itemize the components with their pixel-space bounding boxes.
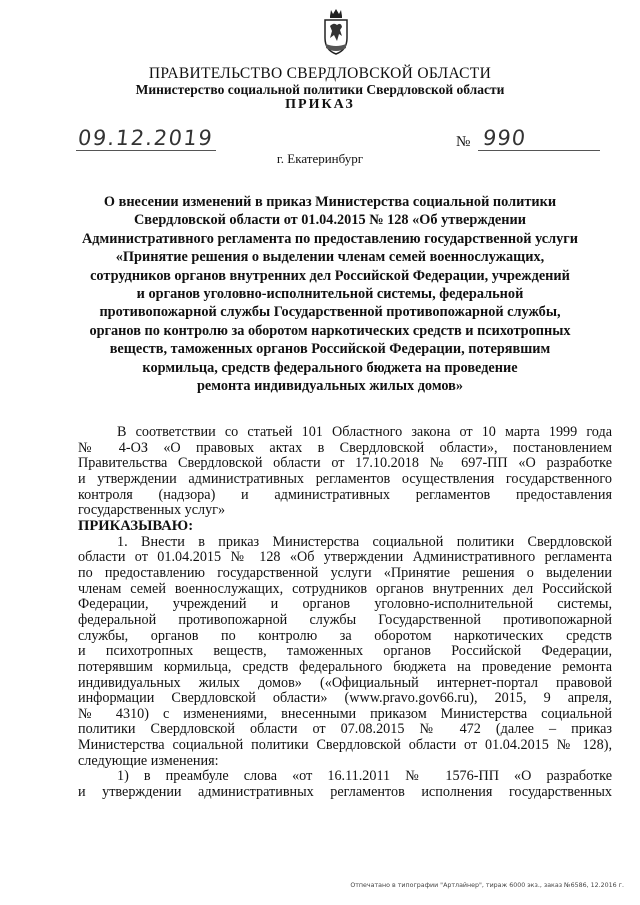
- body-line: государственных услуг»: [78, 502, 226, 519]
- body-line: № 4-ОЗ «О правовых актах в Свердловской области», постановлением: [78, 439, 612, 456]
- city-line: г. Екатеринбург: [276, 151, 364, 166]
- order-heading: ПРИКАЗЫВАЮ:: [78, 517, 194, 534]
- title-line: О внесении изменений в приказ Министерства социальной политики: [103, 194, 557, 210]
- body-line: политики Свердловской области от 07.08.2015 № 472 (далее – приказ: [78, 721, 612, 738]
- number-sign: №: [456, 134, 471, 150]
- print-note: Отпечатано в типографии "Артлайнер", тираж 6000 экз., заказ №6586, 12.2016 г.: [350, 882, 624, 889]
- title-line: органов по контролю за оборотом наркотических средств и психотропных: [89, 322, 571, 339]
- body-line: и утверждении административных регламентов исполнения государственных: [78, 784, 612, 801]
- ministry-heading: Министерство социальной политики Свердловской области: [135, 82, 505, 97]
- title-line: веществ, таможенных органов Российской Федерации, потерявшим: [109, 341, 551, 358]
- body-line: и психотропных веществ, таможенных органов Российской Федерации,: [78, 643, 612, 660]
- body-line: службы, органов по контролю за оборотом наркотических средств: [78, 627, 612, 644]
- body-line: Федерации, учреждений и органов уголовно-исполнительной системы,: [78, 596, 612, 613]
- body-line: индивидуальных жилых домов» («Официальный интернет-портал правовой: [78, 674, 612, 691]
- body-line: и утверждении административных регламентов осуществления государственного: [78, 470, 612, 487]
- body-line: по предоставлению государственной услуги «Принятие решения о выделении: [78, 564, 612, 581]
- handwritten-date: 09.12.2019: [76, 126, 215, 150]
- title-line: «Принятие решения о выделении членам семей военнослужащих,: [115, 249, 545, 266]
- body-line: следующие изменения:: [78, 752, 219, 769]
- body-line: контроля (надзора) и административных регламентов предоставления: [78, 486, 612, 503]
- body-line: № 4310) с изменениями, внесенными приказом Министерства социальной: [78, 705, 612, 722]
- title-line: сотрудников органов внутренних дел Российской Федерации, учреждений: [90, 267, 570, 284]
- title-line: Административного регламента по предоставлению государственной услуги: [81, 230, 579, 247]
- body-line: Правительства Свердловской области от 17.10.2018 № 697-ПП «О разработке: [78, 455, 612, 472]
- body-line: 1) в преамбуле слова «от 16.11.2011 № 1576-ПП «О разработке: [117, 768, 612, 785]
- body-line: федеральной противопожарной службы Государственной противопожарной: [78, 611, 612, 628]
- body-line: потерявшим кормильца, средств федерального бюджета на проведение ремонта: [78, 658, 612, 675]
- body-line: информации Свердловской области» (www.pravo.gov66.ru), 2015, 9 апреля,: [78, 690, 612, 707]
- order-title: [60, 193, 600, 395]
- handwritten-number: 990: [481, 126, 528, 150]
- title-line: противопожарной службы Государственной противопожарной службы,: [99, 304, 561, 321]
- body-line: области от 01.04.2015 № 128 «Об утверждении Административного регламента: [78, 549, 612, 566]
- title-line: ремонта индивидуальных жилых домов»: [196, 378, 464, 395]
- title-line: Свердловской области от 01.04.2015 № 128 «Об утверждении: [133, 212, 526, 229]
- title-line: и органов уголовно-исполнительной системы, федеральной: [136, 286, 524, 303]
- body-line: членам семей военнослужащих, сотрудников органов внутренних дел Российской: [78, 580, 612, 597]
- document-type: ПРИКАЗ: [285, 97, 355, 112]
- coat-of-arms-icon: [322, 8, 350, 56]
- body-line: 1. Внести в приказ Министерства социальной политики Свердловской: [117, 533, 612, 550]
- body-line: В соответствии со статьей 101 Областного закона от 10 марта 1999 года: [117, 424, 612, 440]
- body-line: Министерства социальной политики Свердловской области от 01.04.2015 № 128),: [78, 737, 612, 754]
- government-heading: ПРАВИТЕЛЬСТВО СВЕРДЛОВСКОЙ ОБЛАСТИ: [148, 65, 492, 82]
- order-body: [78, 425, 612, 801]
- title-line: кормильца, средств федерального бюджета на проведение: [142, 359, 518, 376]
